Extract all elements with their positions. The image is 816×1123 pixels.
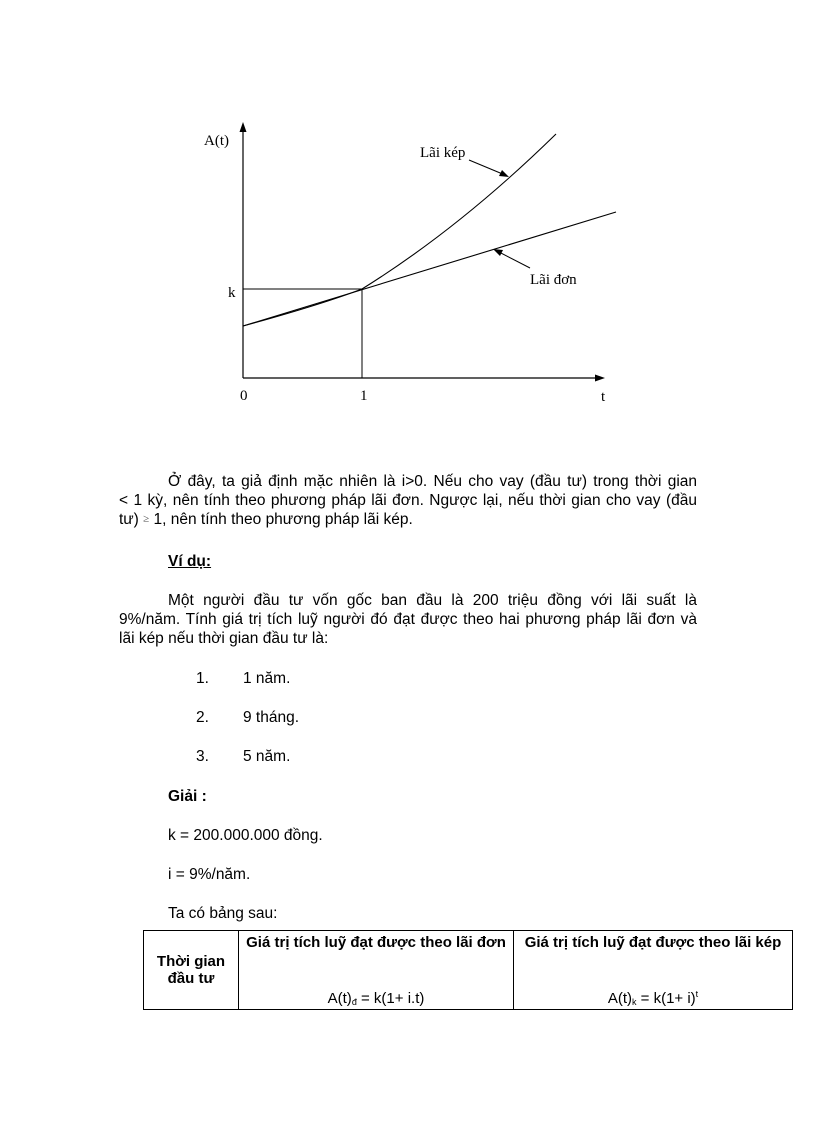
simple-interest-label: Lãi đơn bbox=[530, 272, 577, 288]
simple-formula-sub: đ bbox=[351, 997, 357, 1007]
greater-equal-symbol: ≥ bbox=[143, 513, 150, 525]
compound-formula-post: = k(1+ i) bbox=[636, 990, 696, 1007]
list-item-3-number: 3. bbox=[196, 748, 209, 765]
compound-interest-label: Lãi kép bbox=[420, 145, 466, 161]
x-axis-label: t bbox=[601, 389, 606, 405]
k-label: k bbox=[228, 285, 236, 301]
list-item-1-text: 1 năm. bbox=[243, 670, 291, 687]
interest-growth-figure bbox=[0, 0, 816, 430]
table-header-row bbox=[144, 931, 793, 1010]
intro-line-1: Ở đây, ta giả định mặc nhiên là i>0. Nếu cho vay (đầu tư) trong thời gian bbox=[168, 473, 697, 490]
intro-line-3-pre: tư) bbox=[119, 511, 139, 528]
x-axis-arrow bbox=[595, 375, 605, 382]
k-value-line: k = 200.000.000 đồng. bbox=[168, 827, 323, 844]
header-compound-interest bbox=[514, 931, 793, 1010]
intro-line-3-post: 1, nên tính theo phương pháp lãi kép. bbox=[153, 511, 413, 528]
table-intro: Ta có bảng sau: bbox=[168, 905, 278, 922]
simple-interest-formula bbox=[239, 990, 513, 1007]
compound-arrow-head bbox=[499, 170, 509, 177]
simple-formula-post: = k(1+ i.t) bbox=[356, 990, 425, 1007]
y-axis-arrow bbox=[240, 122, 247, 132]
t-one-label: 1 bbox=[360, 388, 368, 404]
compound-formula-sup: t bbox=[695, 989, 699, 999]
list-item-2-text: 9 tháng. bbox=[243, 709, 300, 726]
i-value-line: i = 9%/năm. bbox=[168, 866, 251, 883]
compound-label-arrow bbox=[469, 160, 505, 175]
list-item-3-text: 5 năm. bbox=[243, 748, 291, 765]
solution-heading: Giải : bbox=[168, 788, 207, 805]
simple-arrow-head bbox=[493, 249, 503, 256]
example-line-3: lãi kép nếu thời gian đầu tư là: bbox=[119, 630, 329, 647]
example-paragraph bbox=[119, 591, 697, 648]
compound-formula-pre: A(t) bbox=[607, 990, 632, 1007]
accumulation-table bbox=[143, 930, 793, 1010]
example-line-1: Một người đầu tư vốn gốc ban đầu là 200 triệu đồng với lãi suất là bbox=[168, 592, 697, 609]
intro-line-3 bbox=[119, 510, 697, 529]
intro-line-2: < 1 kỳ, nên tính theo phương pháp lãi đơn. Ngược lại, nếu thời gian cho vay (đầu bbox=[119, 492, 697, 509]
example-heading: Ví dụ: bbox=[168, 553, 212, 570]
list-item-1-number: 1. bbox=[196, 670, 209, 687]
compound-interest-formula bbox=[514, 989, 792, 1007]
list-item-2-number: 2. bbox=[196, 709, 209, 726]
simple-formula-pre: A(t) bbox=[327, 990, 352, 1007]
compound-interest-curve bbox=[243, 134, 556, 326]
example-line-2: 9%/năm. Tính giá trị tích luỹ người đó đạt được theo hai phương pháp lãi đơn và bbox=[119, 611, 697, 628]
origin-label: 0 bbox=[240, 388, 248, 404]
header-investment-time: Thời gian đầu tư bbox=[144, 931, 239, 1010]
compound-formula-sub: k bbox=[631, 997, 637, 1007]
simple-interest-line bbox=[243, 212, 616, 326]
header-simple-interest-text: Giá trị tích luỹ đạt được theo lãi đơn bbox=[246, 934, 506, 951]
intro-paragraph bbox=[119, 472, 697, 529]
simple-label-arrow bbox=[497, 251, 530, 268]
header-simple-interest bbox=[239, 931, 514, 1010]
header-compound-interest-text: Giá trị tích luỹ đạt được theo lãi kép bbox=[524, 934, 782, 951]
y-axis-label: A(t) bbox=[204, 133, 229, 149]
